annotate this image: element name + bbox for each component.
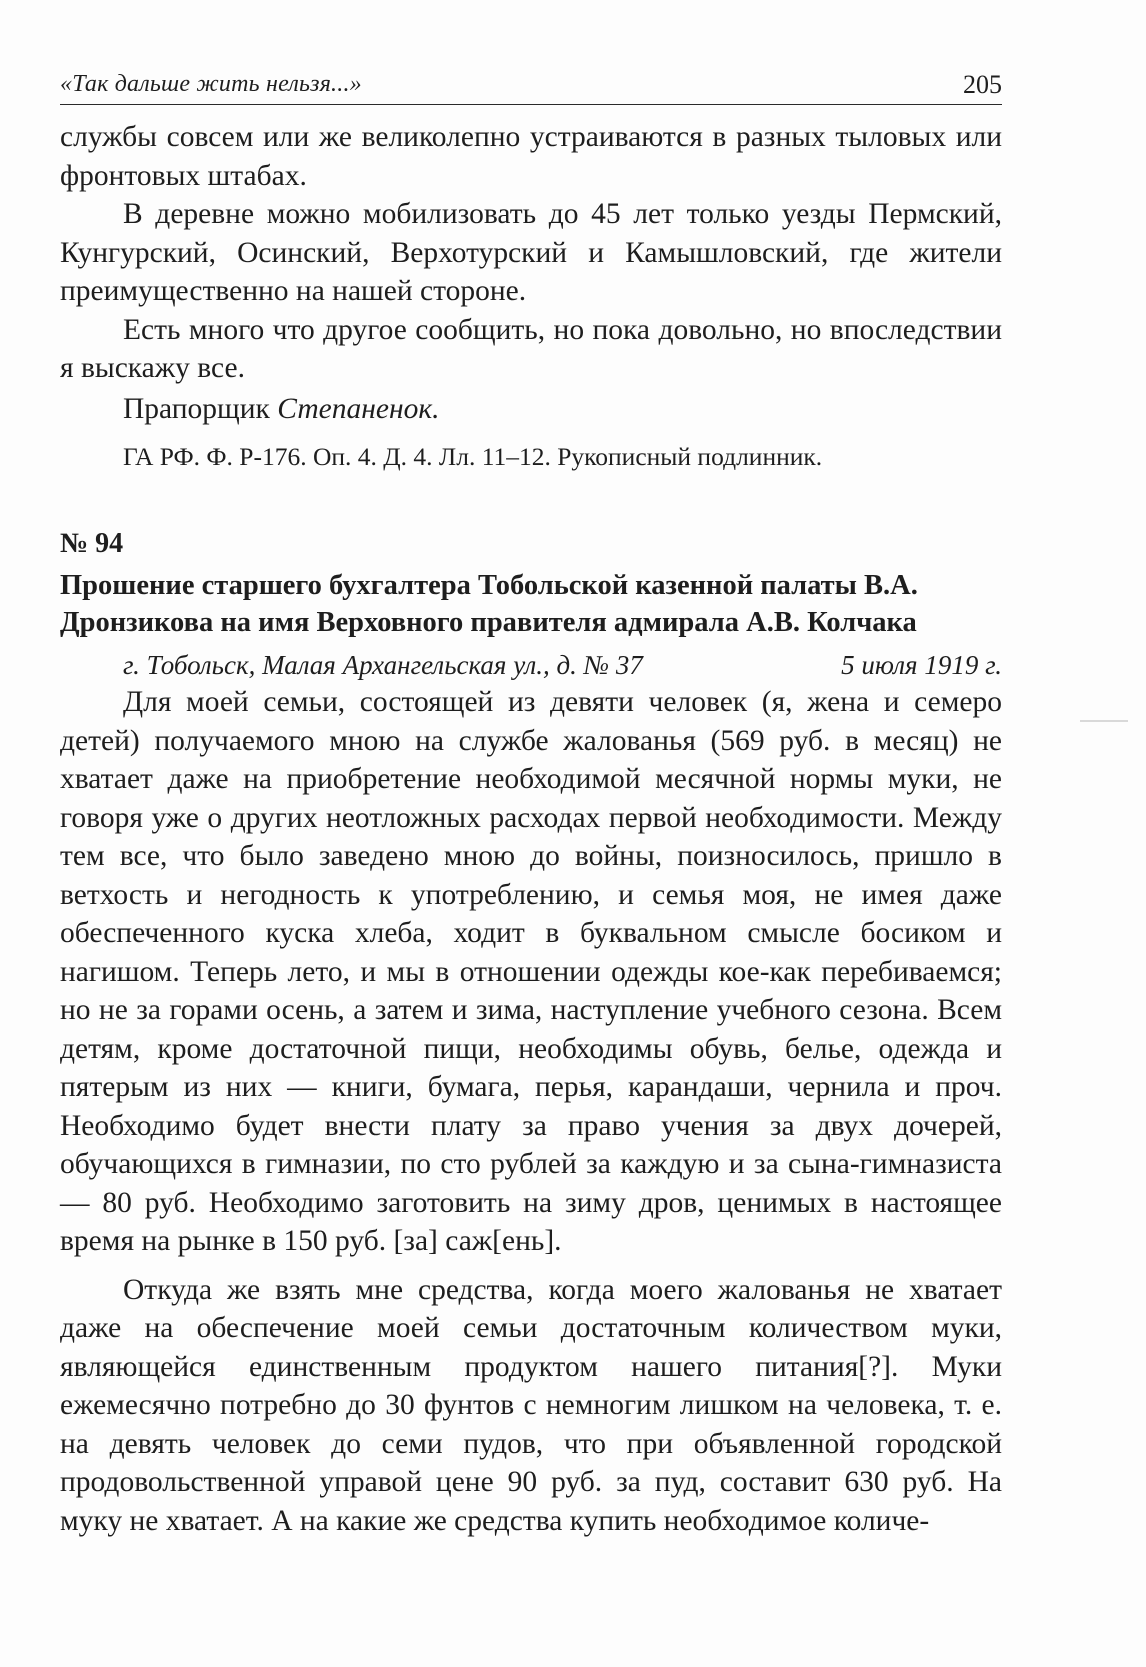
signature-rank: Прапорщик (123, 392, 278, 425)
archival-source: ГА РФ. Ф. Р-176. Оп. 4. Д. 4. Лл. 11–12. Рукописный подлинник. (123, 442, 823, 471)
body-paragraph: службы совсем или же великолепно устраиваются в разных тыловых или фронтовых штабах. (60, 121, 1002, 192)
signature (60, 390, 1002, 429)
document-date: 5 июля 1919 г. (841, 650, 1002, 680)
page-content (60, 118, 1002, 1540)
document-number: № 94 (60, 528, 124, 559)
body-paragraph: Для моей семьи, состоящей из девяти человек (я, жена и семеро детей) получаемого мною на службе жалованья (569 руб. в месяц) не хватает даже на приобретение необходимой месячной нормы муки, не говоря уже о других неотложных расходах первой необходимости. Между тем все, что было заведено мною до войны, поизносилось, пришло в ветхость и негодность к употреблению, и семья моя, не имея даже обеспеченного куска хлеба, ходит в буквальном смысле босиком и нагишом. Теперь лето, и мы в отношении одежды кое-как перебиваемся; но не за горами осень, а затем и зима, наступление учебного сезона. Всем детям, кроме достаточной пищи, необходимы обувь, белье, одежда и пятерым из них — книги, бумага, перья, карандаши, чернила и проч. Необходимо будет внести плату за право учения за двух дочерей, обучающихся в гимназии, по сто рублей за каждую и за сына-гимназиста — 80 руб. Необходимо заготовить на зиму дров, ценимых в настоящее время на рынке в 150 руб. [за] саж[ень]. (60, 686, 1002, 1257)
body-paragraph: Откуда же взять мне средства, когда моего жалованья не хватает даже на обеспечение моей семьи достаточным количеством муки, являющейся единственным продуктом нашего питания[?]. Муки ежемесячно потребно до 30 фунтов с немногим лишком на человека, т. е. на девять человек до семи пудов, что при объявленной городской продовольственной управой цене 90 руб. за пуд, составит 630 руб. На муку не хватает. А на какие же средства купить необходимое количе- (60, 1273, 1002, 1537)
running-header (60, 68, 1002, 105)
body-paragraph: В деревне можно мобилизовать до 45 лет только уезды Пермский, Кунгурский, Осинский, Верхотурский и Камышловский, где жители преимущественно на нашей стороне. (60, 198, 1002, 307)
document-title: Прошение старшего бухгалтера Тобольской казенной палаты В.А. Дронзикова на имя Верховного правителя адмирала А.В. Колчака (60, 570, 918, 638)
document-place: г. Тобольск, Малая Архангельская ул., д. № 37 (123, 650, 643, 680)
scan-margin-mark (1080, 720, 1128, 722)
body-paragraph: Есть много что другое сообщить, но пока довольно, но впоследствии я выскажу все. (60, 313, 1002, 384)
page-number: 205 (963, 70, 1002, 99)
running-title: «Так дальше жить нельзя...» (60, 71, 362, 97)
signature-name: Степаненок. (277, 392, 440, 425)
place-date-line (60, 647, 1002, 683)
